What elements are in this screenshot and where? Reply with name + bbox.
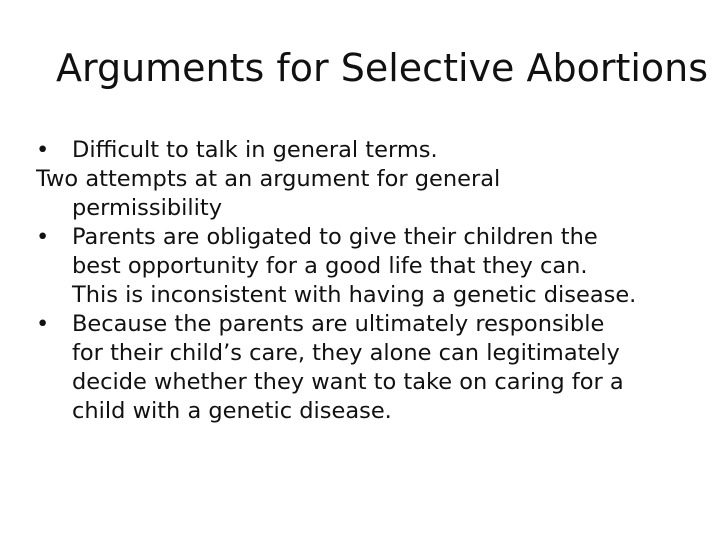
bullet-item-difficult xyxy=(36,136,708,165)
bullet-continuation: best opportunity for a good life that they can. xyxy=(72,253,588,279)
bullet-text: Because the parents are ultimately responsible xyxy=(72,311,605,337)
bullet-continuation: for their child’s care, they alone can legitimately xyxy=(72,340,620,366)
slide-content xyxy=(36,136,708,426)
bullet-text: Parents are obligated to give their children the xyxy=(72,224,598,250)
bullet-text: Difficult to talk in general terms. xyxy=(72,137,438,163)
bullet-continuation: decide whether they want to take on caring for a xyxy=(72,369,624,395)
bullet-continuation: This is inconsistent with having a genetic disease. xyxy=(72,282,637,308)
slide-title: Arguments for Selective Abortions xyxy=(56,46,709,90)
bullet-item-parents-responsible xyxy=(36,310,708,339)
bullet-icon: • xyxy=(36,224,50,250)
bullet-icon: • xyxy=(36,137,50,163)
bullet-item-parents-obligated xyxy=(36,223,708,252)
paragraph-two-attempts-line-1: Two attempts at an argument for general xyxy=(36,166,501,192)
bullet-continuation: child with a genetic disease. xyxy=(72,398,392,424)
paragraph-two-attempts-line-2: permissibility xyxy=(72,195,223,221)
bullet-icon: • xyxy=(36,311,50,337)
